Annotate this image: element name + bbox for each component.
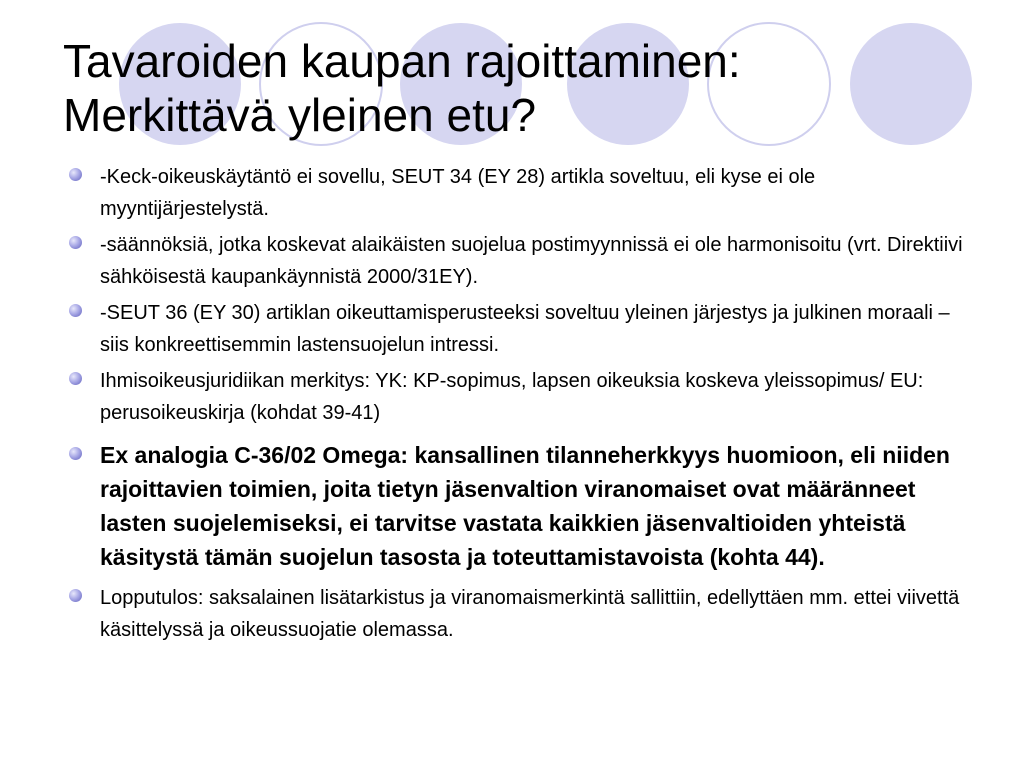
- bullet-item-4: [66, 365, 966, 429]
- bullet-dot-icon: [69, 589, 82, 602]
- bullet-text: Ex analogia C-36/02 Omega: kansallinen tilanneherkkyys huomioon, eli niiden rajoittavien toimien, joita tietyn jäsenvaltion viranomaiset ovat määränneet lasten suojelemiseksi, ei tarvitse vastata kaikkien jäsenvaltioiden yhteistä käsitystä tämän suojelun tasosta ja toteuttamistavoista (kohta 44).: [100, 442, 950, 570]
- bullet-item-2: [66, 229, 966, 293]
- bullet-dot-icon: [69, 372, 82, 385]
- bullet-text: -säännöksiä, jotka koskevat alaikäisten suojelua postimyynnissä ei ole harmonisoitu (vrt. Direktiivi sähköisestä kaupankäynnistä 2000/31EY).: [100, 234, 963, 288]
- slide-title: [63, 34, 963, 142]
- bullet-text: -SEUT 36 (EY 30) artiklan oikeuttamisperusteeksi soveltuu yleinen järjestys ja julkinen moraali – siis konkreettisemmin lastensuojelun intressi.: [100, 302, 950, 356]
- bullet-item-3: [66, 297, 966, 361]
- bullet-list: [66, 161, 966, 650]
- bullet-dot-icon: [69, 304, 82, 317]
- bullet-text: Ihmisoikeusjuridiikan merkitys: YK: KP-sopimus, lapsen oikeuksia koskeva yleissopimus/ EU: perusoikeuskirja (kohdat 39-41): [100, 370, 924, 424]
- bullet-item-5: [66, 438, 966, 574]
- bullet-dot-icon: [69, 168, 82, 181]
- bullet-dot-icon: [69, 236, 82, 249]
- title-line-1: Tavaroiden kaupan rajoittaminen:: [63, 35, 741, 87]
- bullet-dot-icon: [69, 447, 82, 460]
- bullet-text: Lopputulos: saksalainen lisätarkistus ja viranomaismerkintä sallittiin, edellyttäen mm. ettei viivettä käsittelyssä ja oikeussuojatie olemassa.: [100, 587, 960, 641]
- title-line-2: Merkittävä yleinen etu?: [63, 89, 537, 141]
- bullet-item-1: [66, 161, 966, 225]
- bullet-text: -Keck-oikeuskäytäntö ei sovellu, SEUT 34 (EY 28) artikla soveltuu, eli kyse ei ole myyntijärjestelystä.: [100, 166, 816, 220]
- bullet-item-6: [66, 582, 966, 646]
